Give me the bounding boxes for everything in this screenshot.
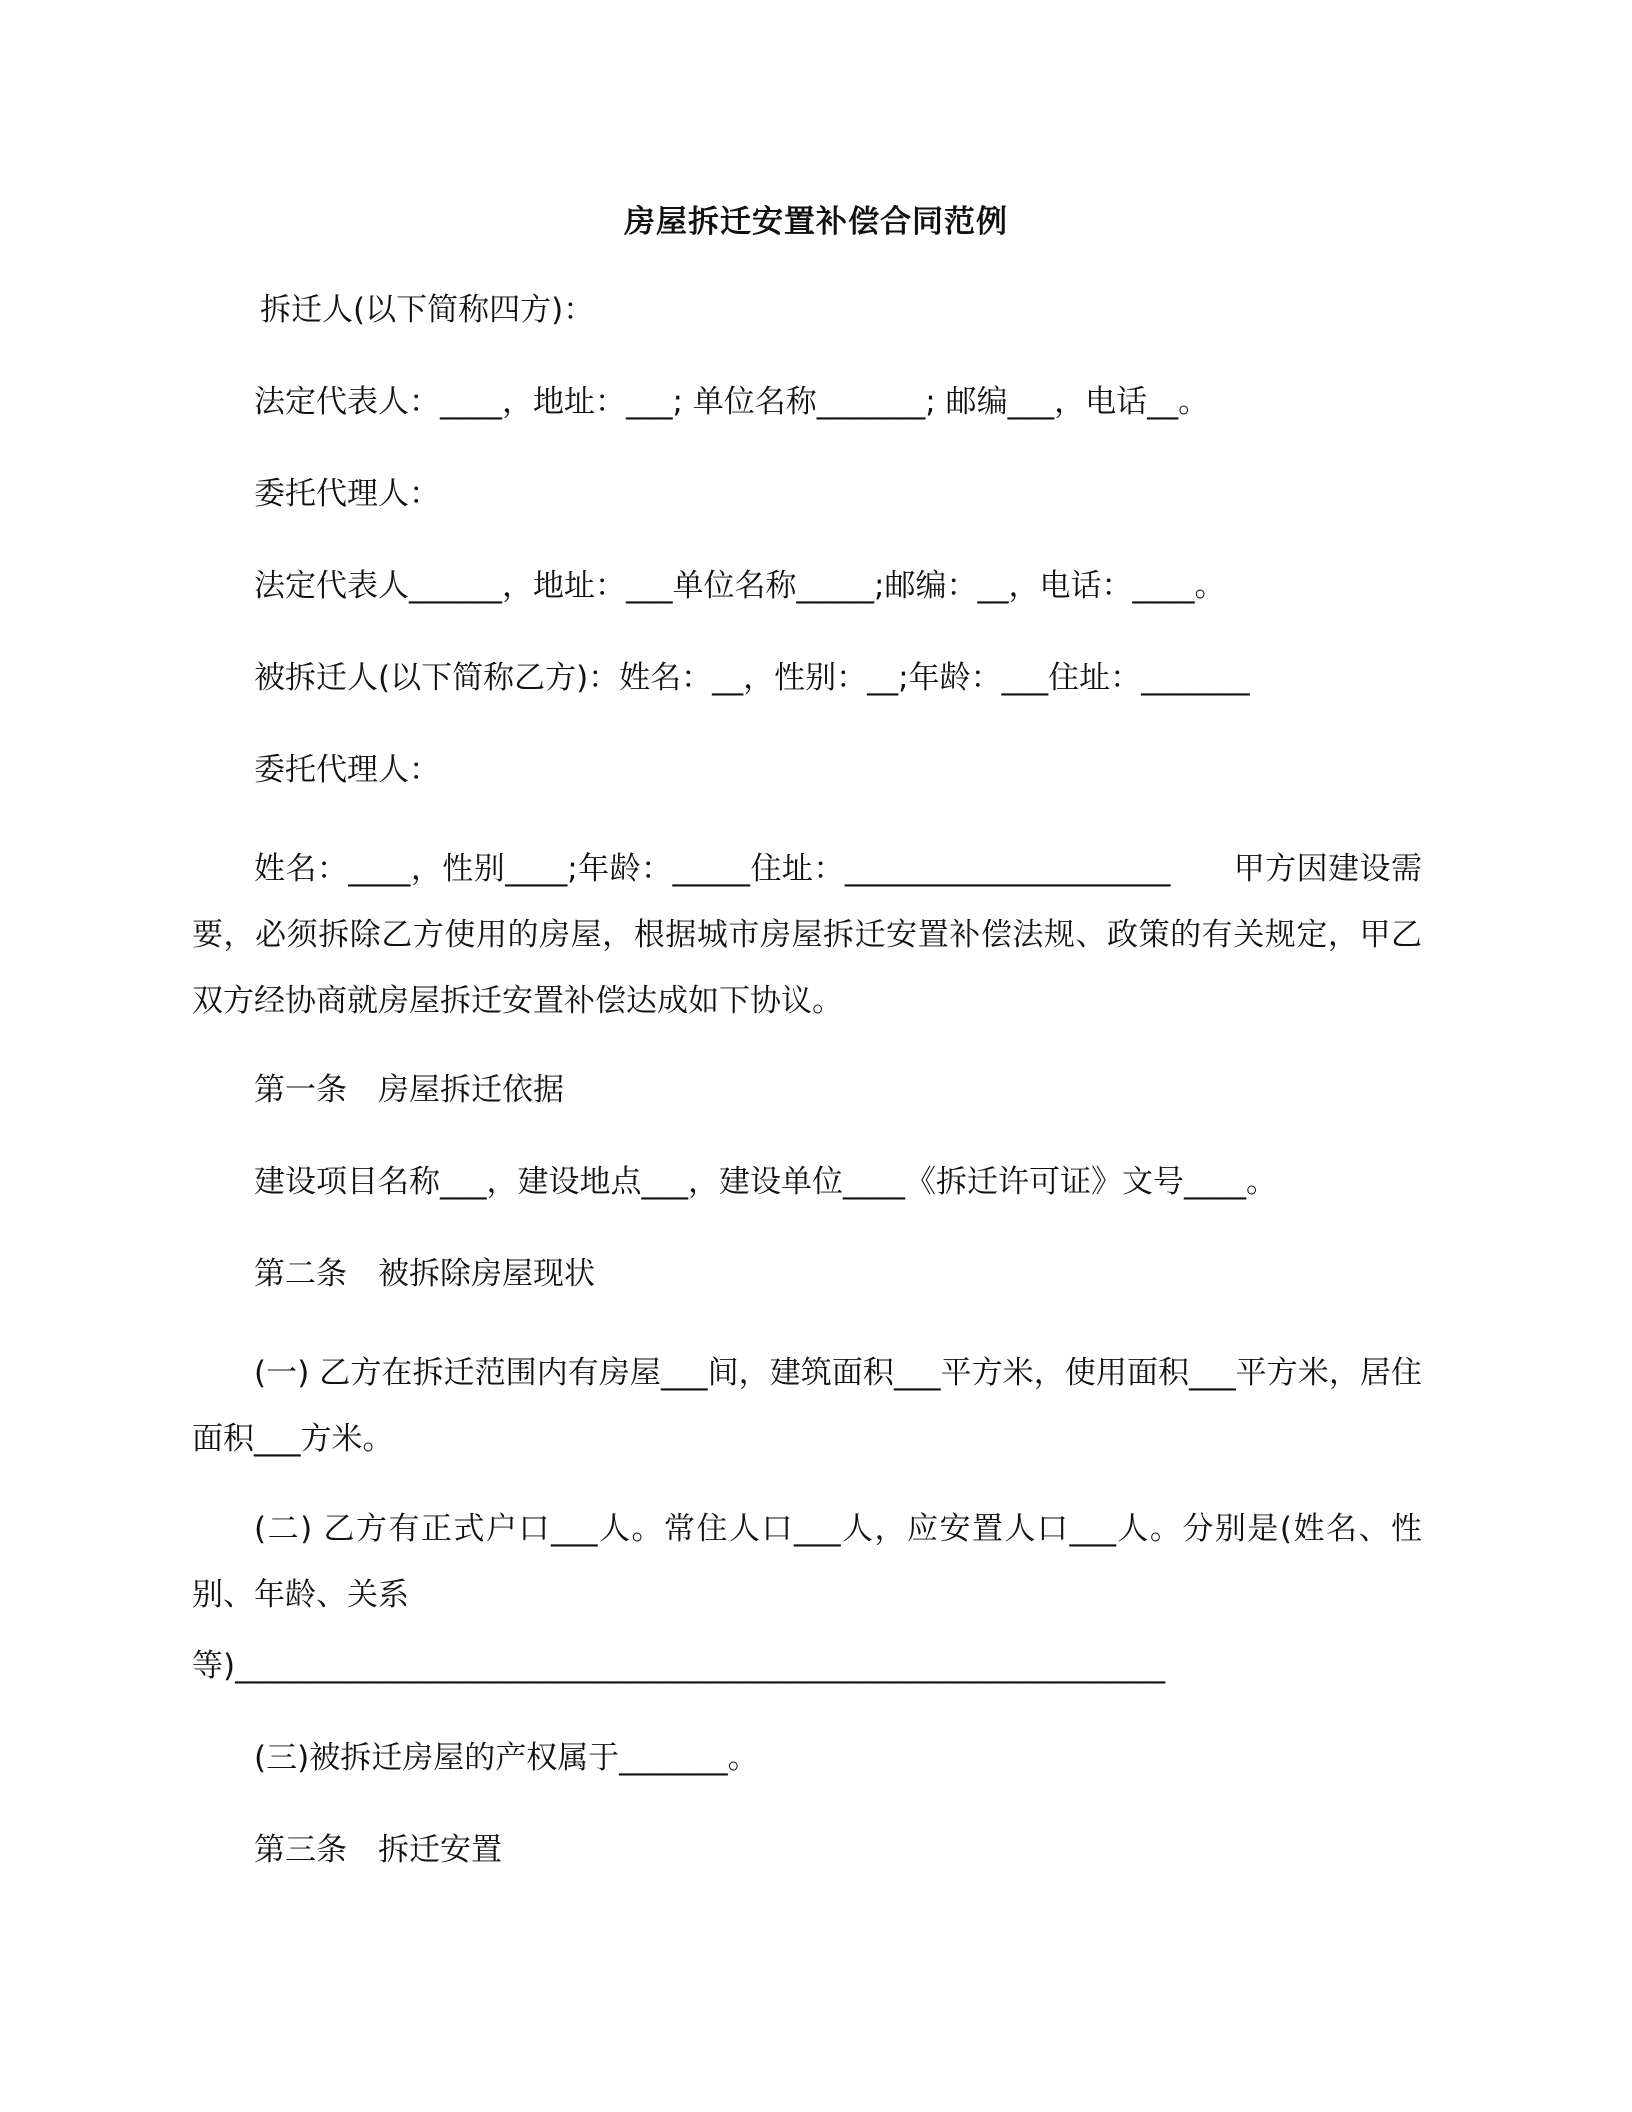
- demolisher-line: 拆迁人(以下简称四方)：: [260, 292, 595, 328]
- agent-line-1: 委托代理人：: [254, 476, 440, 512]
- legal-rep-line-2: 法定代表人______，地址：___单位名称_____;邮编：__，电话：____。: [254, 568, 1226, 604]
- document-title: 房屋拆迁安置补偿合同范例: [624, 204, 1008, 240]
- article-2-item-1: (一) 乙方在拆迁范围内有房屋___间，建筑面积___平方米，使用面积___平方米，居住面积___方米。: [192, 1355, 1422, 1457]
- article-2-item-2-continuation: 等)____________________________________________________________: [192, 1648, 1166, 1684]
- article-3-heading: 第三条 拆迁安置: [254, 1832, 502, 1868]
- article-1-heading: 第一条 房屋拆迁依据: [254, 1072, 564, 1108]
- intro-paragraph: 姓名：____，性别____;年龄：_____住址：_____________________ 甲方因建设需要，必须拆除乙方使用的房屋，根据城市房屋拆迁安置补偿法规、政策的有关规定，甲乙双方经协商就房屋拆迁安置补偿达成如下协议。: [192, 851, 1422, 1019]
- legal-rep-line-1: 法定代表人：____，地址：___; 单位名称_______; 邮编___，电话__。: [254, 384, 1210, 420]
- article-2-item-2: (二) 乙方有正式户口___人。常住人口___人，应安置人口___人。分别是(姓名、性别、年龄、关系: [192, 1511, 1422, 1613]
- article-2-item-3: (三)被拆迁房屋的产权属于_______。: [254, 1740, 759, 1776]
- article-1-body: 建设项目名称___，建设地点___，建设单位____《拆迁许可证》文号____。: [254, 1164, 1277, 1200]
- demolished-party-line: 被拆迁人(以下简称乙方)：姓名：__，性别：__;年龄：___住址：_______: [254, 660, 1250, 696]
- article-2-heading: 第二条 被拆除房屋现状: [254, 1256, 595, 1292]
- agent-line-2: 委托代理人：: [254, 752, 440, 788]
